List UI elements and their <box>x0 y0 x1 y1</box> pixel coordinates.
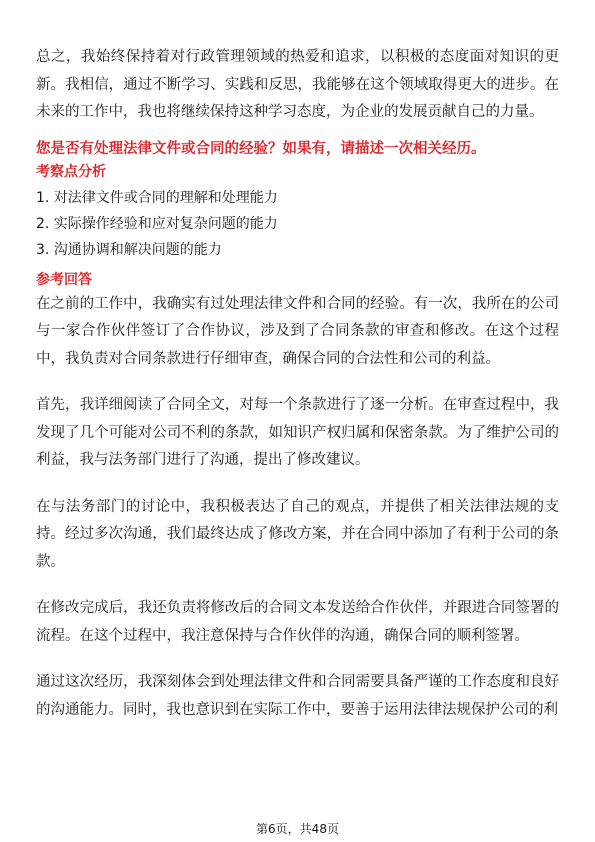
answer-paragraph: 在修改完成后，我还负责将修改后的合同文本发送给合作伙伴，并跟进合同签署的流程。在这个过程中，我注意保持与合作伙伴的沟通，确保合同的顺利签署。 <box>36 600 559 644</box>
analysis-title: 考察点分析 <box>36 163 106 180</box>
list-item: 3. 沟通协调和解决问题的能力 <box>36 241 222 258</box>
analysis-list <box>36 185 559 263</box>
list-item: 2. 实际操作经验和应对复杂问题的能力 <box>36 215 278 232</box>
answer-paragraph: 在之前的工作中，我确实有过处理法律文件和合同的经验。有一次，我所在的公司与一家合作伙伴签订了合作协议，涉及到了合同条款的审查和修改。在这个过程中，我负责对合同条款进行仔细审查，确保合同的合法性和公司的利益。 <box>36 295 559 367</box>
list-item: 1. 对法律文件或合同的理解和处理能力 <box>36 189 278 206</box>
intro-paragraph: 总之，我始终保持着对行政管理领域的热爱和追求，以积极的态度面对知识的更新。我相信，通过不断学习、实践和反思，我能够在这个领域取得更大的进步。在未来的工作中，我也将继续保持这种学习态度，为企业的发展贡献自己的力量。 <box>36 49 559 120</box>
answer-paragraph: 通过这次经历，我深刻体会到处理法律文件和合同需要具备严谨的工作态度和良好的沟通能力。同时，我也意识到在实际工作中，要善于运用法律法规保护公司的利 <box>36 674 559 718</box>
answer-paragraph: 在与法务部门的讨论中，我积极表达了自己的观点，并提供了相关法律法规的支持。经过多次沟通，我们最终达成了修改方案，并在合同中添加了有利于公司的条款。 <box>36 498 559 570</box>
page-number: 第6页，共48页 <box>256 822 339 836</box>
answer-title: 参考回答 <box>36 271 92 288</box>
document-page <box>36 44 559 724</box>
answer-paragraph: 首先，我详细阅读了合同全文，对每一个条款进行了逐一分析。在审查过程中，我发现了几个可能对公司不利的条款，如知识产权归属和保密条款。为了维护公司的利益，我与法务部门进行了沟通，提出了修改建议。 <box>36 397 559 468</box>
interview-question: 您是否有处理法律文件或合同的经验？如果有，请描述一次相关经历。 <box>36 140 486 157</box>
